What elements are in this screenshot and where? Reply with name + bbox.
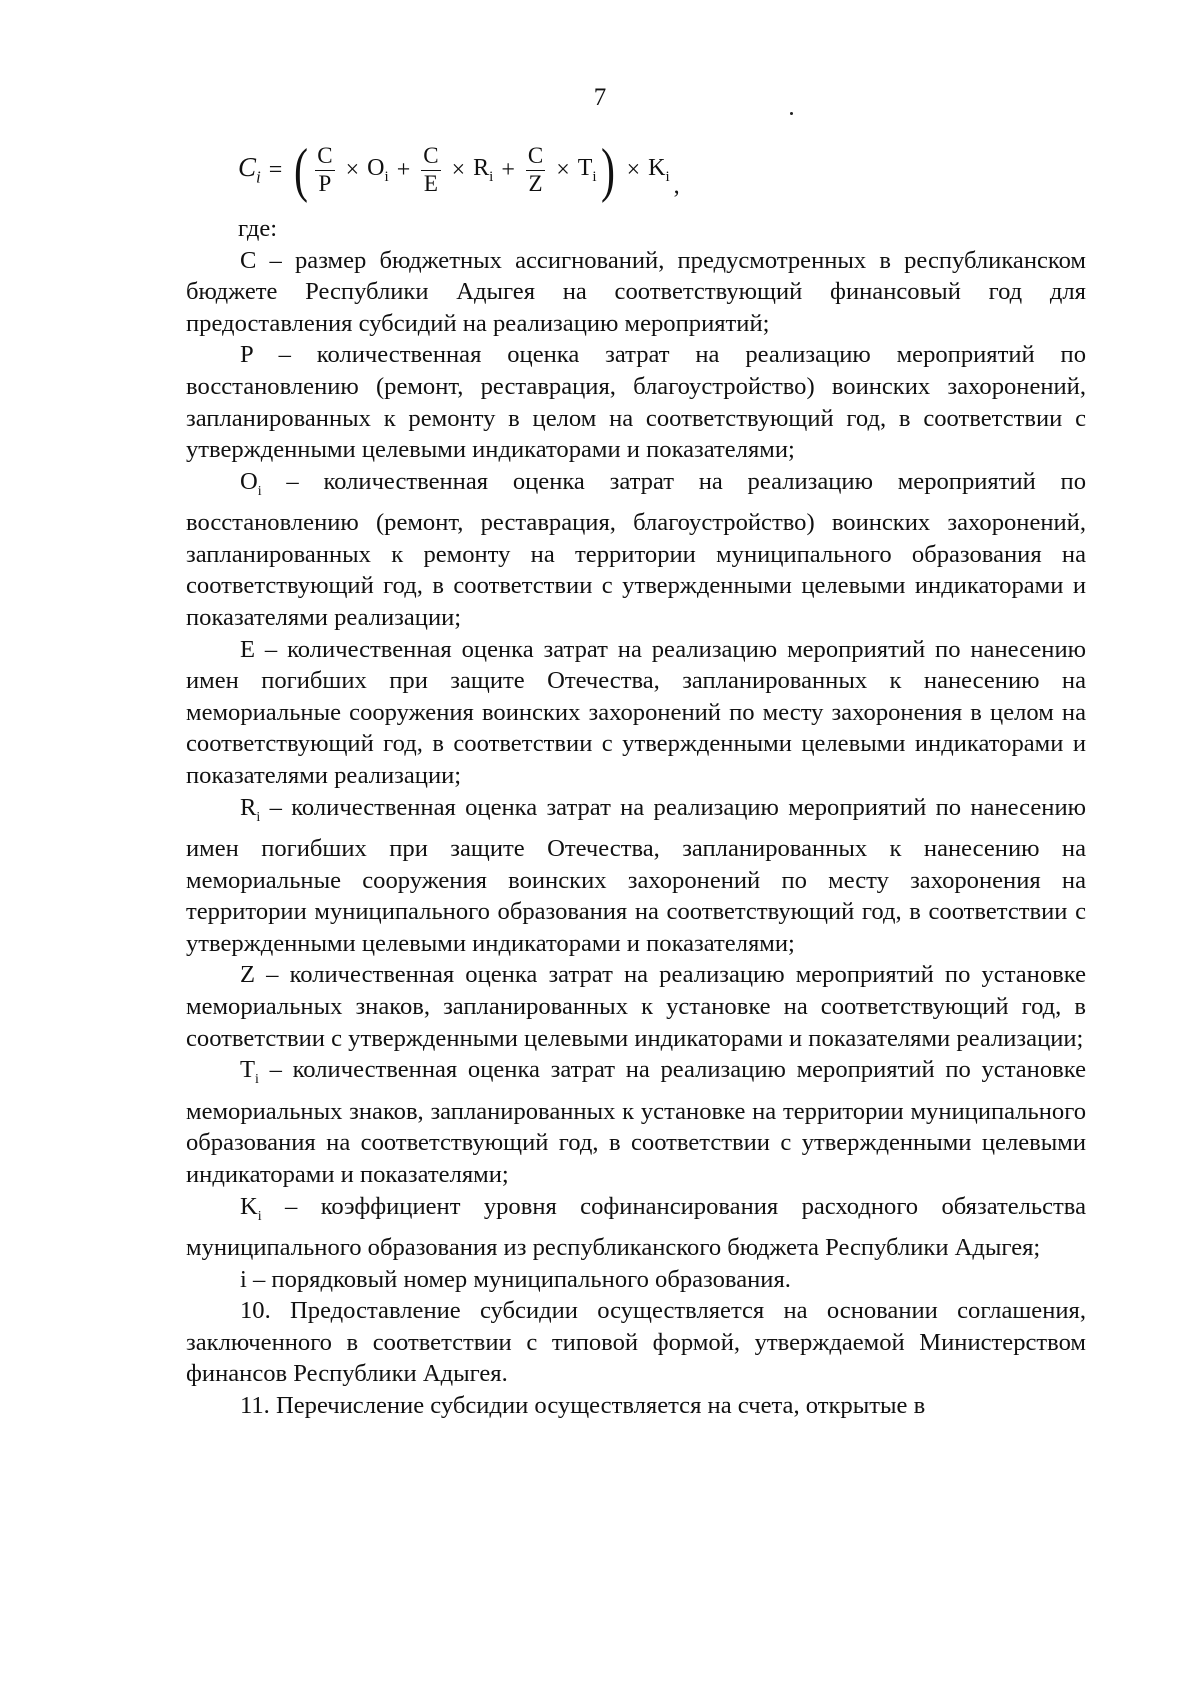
paragraph-i: i – порядковый номер муниципального образования.: [240, 1265, 791, 1293]
formula-var-r: $R_i$: [473, 154, 494, 185]
times-sign: ×: [451, 156, 466, 183]
times-sign: ×: [626, 156, 641, 183]
paragraph-k: $K_i$ – коэффициент уровня софинансирования расходного обязательства муниципального образования из республиканского бюджета Республики Адыгея;: [186, 1192, 1086, 1262]
formula-lhs: $C_i$: [238, 152, 261, 187]
plus-sign: +: [396, 156, 411, 183]
fraction-c-over-p: $\frac{C}{P}$: [317, 143, 333, 196]
paragraph-t: $T_i$ – количественная оценка затрат на реализацию мероприятий по установке мемориальных знаков, запланированных к установке на территории муниципального образования на соответствующий год, в соответствии с утвержденными целевыми индикаторами и показателями;: [186, 1056, 1086, 1188]
times-sign: ×: [345, 156, 360, 183]
plus-sign: +: [501, 156, 515, 183]
paragraph-item-10: 10. Предоставление субсидии осуществляется на основании соглашения, заключенного в соответствии с типовой формой, утверждаемой Министерством финансов Республики Адыгея.: [186, 1297, 1086, 1388]
fraction-c-over-z: $\frac{C}{Z}$: [527, 143, 544, 196]
paragraph-o: $O_i$ – количественная оценка затрат на реализацию мероприятий по восстановлению (ремонт, реставрация, благоустройство) воинских захоронений, запланированных к ремонту на территории муниципального образования на соответствующий год, в соответствии с утвержденными целевыми индикаторами и показателями реализации;: [186, 467, 1086, 632]
paragraph-where: где:: [238, 215, 278, 242]
paragraph-z: Z – количественная оценка затрат на реализацию мероприятий по установке мемориальных знаков, запланированных к установке на соответствующий год, в соответствии с утвержденными целевыми индикаторами и показателями реализации;: [186, 961, 1086, 1052]
formula-coef-k: $K_i$: [648, 154, 670, 185]
formula-var-o: $O_i$: [367, 154, 389, 185]
margin-dot: [790, 112, 793, 115]
paragraph-r: $R_i$ – количественная оценка затрат на реализацию мероприятий по нанесению имен погибших при защите Отечества, запланированных к нанесению на мемориальные сооружения воинских захоронений по месту захоронения на территории муниципального образования на соответствующий год, в соответствии с утвержденными целевыми индикаторами и показателями;: [186, 793, 1086, 957]
paragraph-item-11: 11. Перечисление субсидии осуществляется на счета, открытые в: [240, 1392, 926, 1419]
document-body: [186, 213, 1086, 1422]
formula-close-paren: ): [600, 137, 615, 203]
formula-equals: =: [268, 156, 283, 183]
fraction-c-over-e: $\frac{C}{E}$: [423, 143, 439, 196]
subsidy-formula: [238, 138, 680, 202]
page-number: 7: [593, 84, 607, 111]
paragraph-c: C – размер бюджетных ассигнований, предусмотренных в республиканском бюджете Республики Адыгея на соответствующий финансовый год для предоставления субсидий на реализацию мероприятий;: [186, 246, 1086, 337]
formula-comma: ,: [673, 173, 680, 199]
formula-var-t: $T_i$: [577, 154, 597, 185]
paragraph-p: P – количественная оценка затрат на реализацию мероприятий по восстановлению (ремонт, реставрация, благоустройство) воинских захоронений, запланированных к ремонту в целом на соответствующий год, в соответствии с утвержденными целевыми индикаторами и показателями;: [186, 341, 1086, 464]
times-sign: ×: [556, 156, 570, 183]
paragraph-e: E – количественная оценка затрат на реализацию мероприятий по нанесению имен погибших при защите Отечества, запланированных к нанесению на мемориальные сооружения воинских захоронений по месту захоронения в целом на соответствующий год, в соответствии с утвержденными целевыми индикаторами и показателями реализации;: [186, 635, 1086, 789]
formula-open-paren: (: [294, 137, 309, 203]
